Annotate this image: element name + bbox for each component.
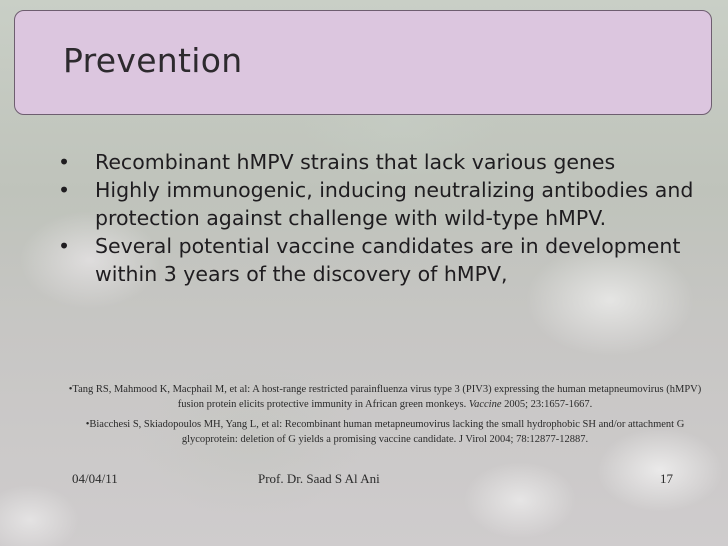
reference-text: •Biacchesi S, Skiadopoulos MH, Yang L, et al: Recombinant human metapneumovirus lacking the small hydrophobic SH and/or attachment G glycoprotein: deletion of G yields a promising vaccine candidate. xyxy=(85,419,685,445)
footer-author: Prof. Dr. Saad S Al Ani xyxy=(258,471,380,486)
bullet-marker: • xyxy=(58,150,71,174)
footer-date: 04/04/11 xyxy=(72,471,118,486)
bullet-item xyxy=(58,148,708,176)
bullet-text: Recombinant hMPV strains that lack various genes xyxy=(95,150,616,174)
bullet-item xyxy=(58,232,708,288)
reference-journal: Vaccine xyxy=(468,399,502,410)
bullet-item xyxy=(58,176,708,232)
reference-citation: J Virol 2004; 78:12877-12887. xyxy=(458,434,589,445)
slide-title: Prevention xyxy=(63,41,243,80)
reference-citation: 2005; 23:1657-1667. xyxy=(504,399,593,410)
reference-item xyxy=(60,382,710,412)
footer-page-number: 17 xyxy=(660,471,673,486)
bullet-marker: • xyxy=(58,234,71,258)
bullet-list xyxy=(58,148,708,288)
title-box xyxy=(14,10,712,115)
reference-item xyxy=(60,417,710,447)
reference-text: •Tang RS, Mahmood K, Macphail M, et al: A host-range restricted parainfluenza virus type 3 (PIV3) expressing the human metapneumovirus (hMPV) fusion protein elicits protective immunity in African green monkeys. xyxy=(68,384,702,410)
bullet-text: Highly immunogenic, inducing neutralizing antibodies and protection against challenge with wild-type hMPV. xyxy=(95,178,694,230)
bullet-text: Several potential vaccine candidates are in development within 3 years of the discovery of hMPV, xyxy=(95,234,681,286)
bullet-marker: • xyxy=(58,178,71,202)
references xyxy=(60,382,710,452)
